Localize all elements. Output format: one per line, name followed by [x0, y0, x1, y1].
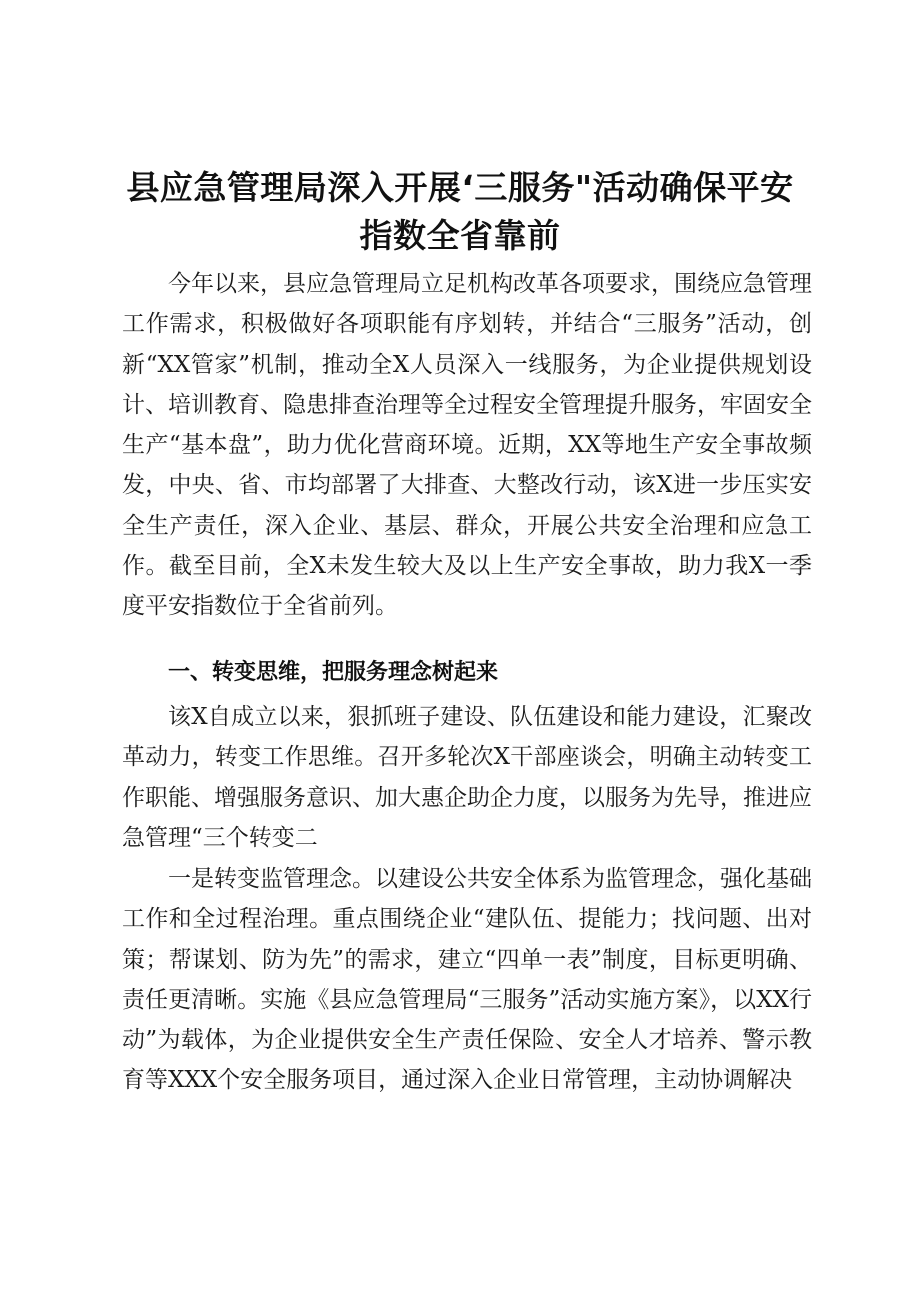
paragraph-section-1: 该X自成立以来，狠抓班子建设、队伍建设和能力建设，汇聚改革动力，转变工作思维。召开多轮次X干部座谈会，明确主动转变工作职能、增强服务意识、加大惠企助企力度，以服务为先导，推进应急管理“三个转变二	[122, 704, 812, 851]
paragraph-supervision-concept: 一是转变监管理念。以建设公共安全体系为监管理念，强化基础工作和全过程治理。重点围绕企业“建队伍、提能力；找问题、出对策；帮谋划、防为先”的需求，建立“四单一表”制度，目标更明确、责任更清晰。实施《县应急管理局“三服务”活动实施方案》，以XX行动”为载体，为企业提供安全生产责任保险、安全人才培养、警示教育等XXX个安全服务项目，通过深入企业日常管理，主动协调解决	[122, 866, 812, 1094]
document-title-line-1: 县应急管理局深入开展‘三服务"活动确保平安	[126, 168, 794, 207]
document-title-line-2: 指数全省靠前	[359, 216, 561, 255]
section-heading-1: 一、转变思维，把服务理念树起来	[168, 660, 499, 685]
paragraph-intro: 今年以来，县应急管理局立足机构改革各项要求，围绕应急管理工作需求，积极做好各项职能有序划转，并结合“三服务”活动，创新“XX管家”机制，推动全X人员深入一线服务，为企业提供规划设计、培训教育、隐患排查治理等全过程安全管理提升服务，牢固安全生产“基本盘”，助力优化营商环境。近期，XX等地生产安全事故频发，中央、省、市均部署了大排查、大整改行动，该X进一步压实安全生产责任，深入企业、基层、群众，开展公共安全治理和应急工作。截至目前，全X未发生较大及以上生产安全事故，助力我X一季度平安指数位于全省前列。	[122, 271, 812, 620]
